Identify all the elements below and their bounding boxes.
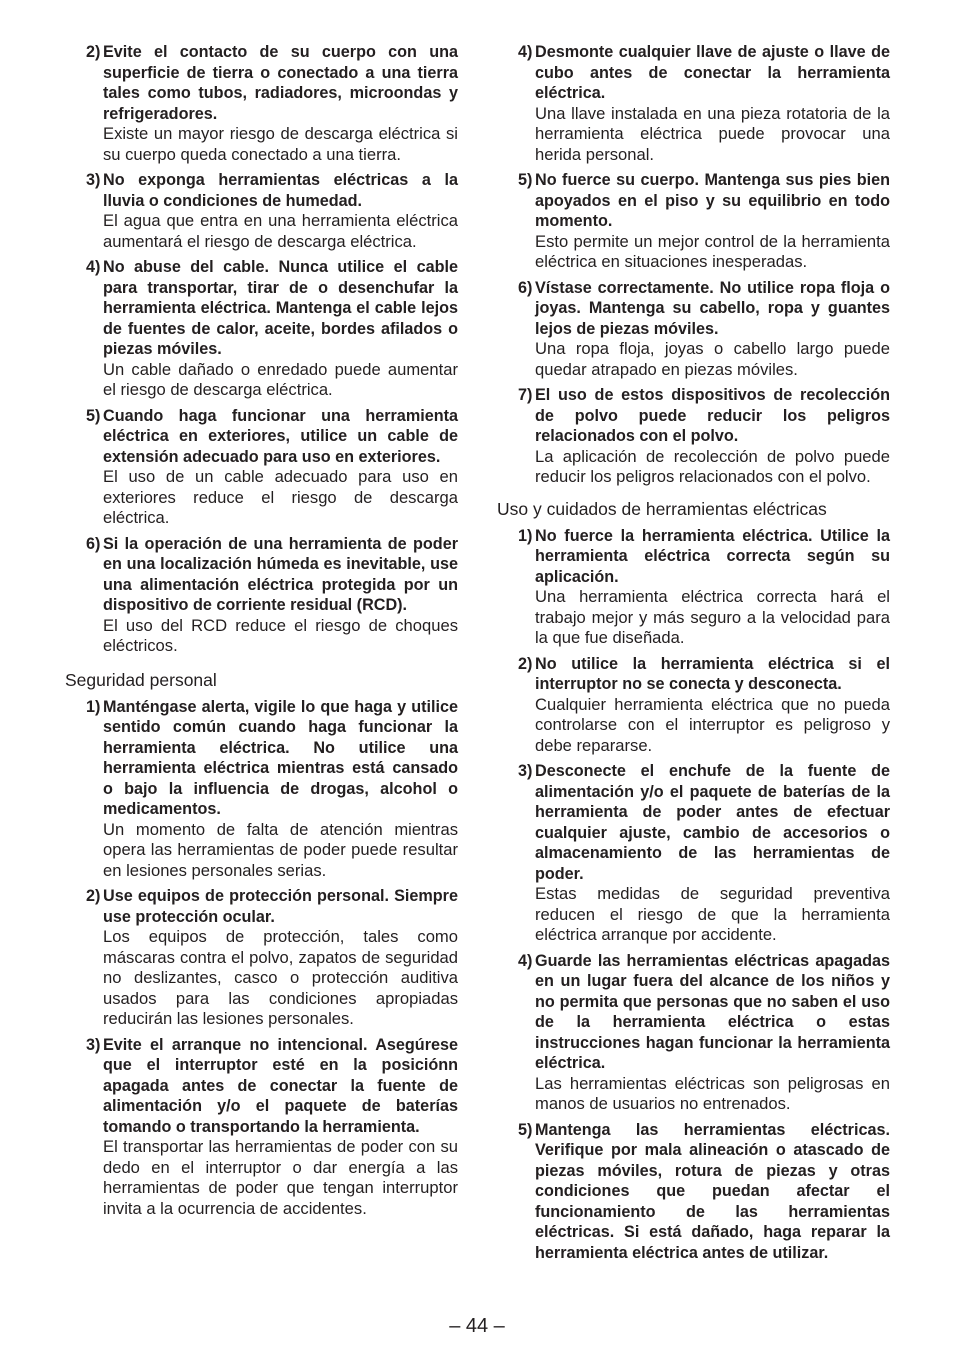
item-explanation: Un momento de falta de atención mientras opera las herramientas de poder puede resultar en lesiones personales serias. — [103, 819, 458, 880]
item-explanation: El uso del RCD reduce el riesgo de choques eléctricos. — [103, 615, 458, 655]
item-instruction: Desconecte el enchufe de la fuente de alimentación y/o el paquete de baterías de la herramienta de poder antes de efectuar cualquier ajuste, cambio de accesorios o almacenamiento de las herramientas de poder. — [535, 762, 890, 883]
item-explanation: Esto permite un mejor control de la herramienta eléctrica en situaciones inesperadas. — [535, 231, 890, 271]
item-instruction: El uso de estos dispositivos de recolección de polvo puede reducir los peligros relacionados con el polvo. — [535, 386, 890, 445]
item-number: 2) — [86, 887, 101, 905]
item-number: 3) — [518, 762, 533, 780]
list-item — [497, 526, 890, 649]
item-number: 4) — [518, 43, 533, 61]
section-heading: Uso y cuidados de herramientas eléctricas — [497, 498, 827, 519]
list-item — [497, 1120, 890, 1264]
page-number: – 44 – — [449, 1315, 505, 1337]
list-item — [65, 534, 458, 657]
item-instruction: Guarde las herramientas eléctricas apagadas en un lugar fuera del alcance de los niños y no permita que personas que no saben el uso de la herramienta eléctrica o estas instrucciones hagan funcionar la herramienta eléctrica. — [535, 951, 890, 1072]
item-number: 3) — [86, 171, 101, 189]
item-explanation: Una herramienta eléctrica correcta hará el trabajo mejor y más seguro a la velocidad para la que fue diseñada. — [535, 587, 890, 647]
item-number: 6) — [86, 534, 101, 553]
list-item — [65, 170, 458, 252]
right-column — [497, 42, 890, 1268]
item-number: 1) — [518, 526, 533, 545]
section-heading: Seguridad personal — [65, 669, 217, 690]
item-number: 7) — [518, 386, 533, 404]
item-instruction: Evite el contacto de su cuerpo con una superficie de tierra o conectado a una tierra tales como tubos, radiadores, microondas y refrigeradores. — [103, 43, 458, 123]
item-number: 2) — [518, 654, 533, 673]
item-instruction: Si la operación de una herramienta de poder en una localización húmeda es inevitable, use una alimentación eléctrica protegida por un dispositivo de corriente residual (RCD). — [103, 534, 458, 614]
item-instruction: Cuando haga funcionar una herramienta eléctrica en exteriores, utilice un cable de extensión adecuado para uso en exteriores. — [103, 406, 458, 466]
list-item — [65, 1035, 458, 1220]
item-instruction: Mantenga las herramientas eléctricas. Verifique por mala alineación o atascado de piezas móviles, rotura de piezas y otras condiciones que puedan afectar el funcionamiento de las herramientas eléctricas. Si está dañado, haga reparar la herramienta eléctrica antes de utilizar. — [535, 1120, 890, 1262]
item-explanation: Una llave instalada en una pieza rotatoria de la herramienta eléctrica puede provocar una herida personal. — [535, 103, 890, 164]
item-number: 4) — [86, 258, 101, 276]
item-explanation: Las herramientas eléctricas son peligrosas en manos de usuarios no entrenados. — [535, 1073, 890, 1113]
item-number: 5) — [518, 171, 533, 189]
item-instruction: Desmonte cualquier llave de ajuste o llave de cubo antes de conectar la herramienta eléctrica. — [535, 43, 890, 102]
item-number: 5) — [518, 1120, 533, 1139]
item-instruction: No fuerce la herramienta eléctrica. Utilice la herramienta eléctrica correcta según su aplicación. — [535, 526, 890, 586]
list-item — [497, 761, 890, 946]
list-item — [497, 42, 890, 165]
item-number: 1) — [86, 697, 101, 716]
item-number: 3) — [86, 1035, 101, 1054]
item-number: 2) — [86, 43, 101, 61]
item-explanation: La aplicación de recolección de polvo puede reducir los peligros relacionados con el polvo. — [535, 446, 890, 486]
list-item — [497, 385, 890, 488]
list-item — [65, 406, 458, 529]
item-explanation: Cualquier herramienta eléctrica que no pueda controlarse con el interruptor es peligroso y debe repararse. — [535, 694, 890, 755]
list-item — [65, 886, 458, 1030]
list-item — [497, 170, 890, 273]
list-item — [65, 697, 458, 882]
left-column — [65, 42, 458, 1224]
list-item — [65, 42, 458, 165]
list-item — [497, 951, 890, 1115]
item-explanation: El uso de un cable adecuado para uso en exteriores reduce el riesgo de descarga eléctrica. — [103, 467, 458, 527]
list-item — [497, 654, 890, 757]
item-explanation: El agua que entra en una herramienta eléctrica aumentará el riesgo de descarga eléctrica. — [103, 211, 458, 251]
item-instruction: Manténgase alerta, vigile lo que haga y utilice sentido común cuando haga funcionar la herramienta eléctrica. No utilice una herramienta eléctrica mientras está cansado o bajo la influencia de drogas, alcohol o medicamentos. — [103, 697, 458, 818]
item-instruction: No exponga herramientas eléctricas a la lluvia o condiciones de humedad. — [103, 171, 458, 210]
item-explanation: Existe un mayor riesgo de descarga eléctrica si su cuerpo queda conectado a una tierra. — [103, 124, 458, 164]
item-number: 4) — [518, 951, 533, 970]
item-explanation: Una ropa floja, joyas o cabello largo puede quedar atrapado en piezas móviles. — [535, 339, 890, 379]
item-explanation: El transportar las herramientas de poder con su dedo en el interruptor o dar energía a las herramientas de poder que tengan interruptor invita a la ocurrencia de accidentes. — [103, 1137, 458, 1218]
item-instruction: No abuse del cable. Nunca utilice el cable para transportar, tirar de o desenchufar la herramienta eléctrica. Mantenga el cable lejos de fuentes de calor, aceite, bordes afilados o piezas móviles. — [103, 258, 458, 358]
item-instruction: Vístase correctamente. No utilice ropa floja o joyas. Mantenga su cabello, ropa y guantes lejos de piezas móviles. — [535, 278, 890, 338]
item-explanation: Estas medidas de seguridad preventiva reducen el riesgo de que la herramienta eléctrica arranque por accidente. — [535, 884, 890, 944]
list-item — [65, 257, 458, 401]
item-explanation: Los equipos de protección, tales como máscaras contra el polvo, zapatos de seguridad no deslizantes, casco o protección auditiva usados para las condiciones apropiadas reducirán las lesiones personales. — [103, 927, 458, 1028]
item-instruction: No utilice la herramienta eléctrica si el interruptor no se conecta y desconecta. — [535, 654, 890, 693]
item-instruction: Use equipos de protección personal. Siempre use protección ocular. — [103, 887, 458, 926]
item-instruction: Evite el arranque no intencional. Asegúrese que el interruptor esté en la posiciónn apagada antes de conectar la fuente de alimentación y/o el paquete de baterías tomando o transportando la herramienta. — [103, 1035, 458, 1136]
item-explanation: Un cable dañado o enredado puede aumentar el riesgo de descarga eléctrica. — [103, 359, 458, 399]
item-instruction: No fuerce su cuerpo. Mantenga sus pies bien apoyados en el piso y su equilibrio en todo momento. — [535, 171, 890, 230]
item-number: 5) — [86, 406, 101, 425]
list-item — [497, 278, 890, 381]
item-number: 6) — [518, 278, 533, 297]
